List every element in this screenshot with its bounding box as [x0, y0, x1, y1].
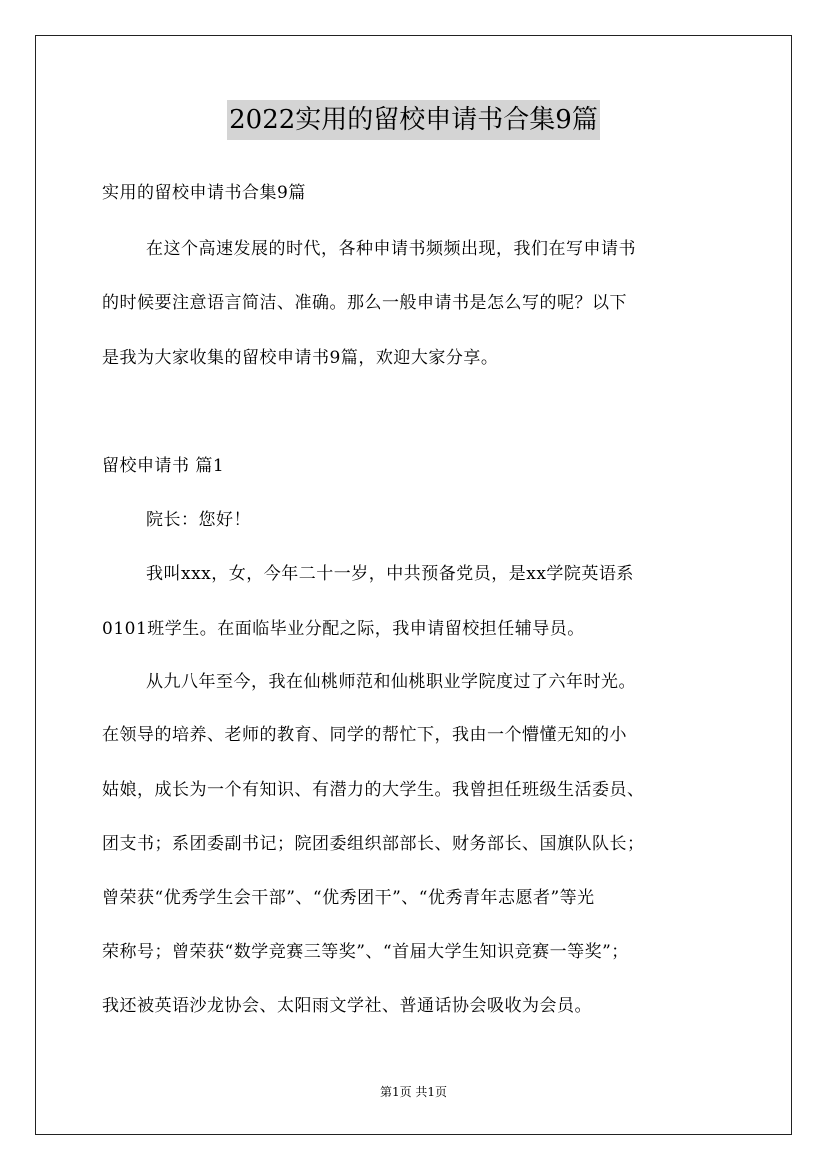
body-line-6: 团支书；系团委副书记；院团委组织部部长、财务部长、国旗队队长； [102, 834, 645, 854]
intro-line-2: 的时候要注意语言简洁、准确。那么一般申请书是怎么写的呢？以下 [102, 293, 627, 313]
page-footer: 第1页 共1页 [379, 1085, 448, 1099]
body-line-9: 我还被英语沙龙协会、太阳雨文学社、普通话协会吸收为会员。 [102, 996, 592, 1016]
body-line-3: 从九八年至今，我在仙桃师范和仙桃职业学院度过了六年时光。 [146, 672, 636, 692]
body-line-5: 姑娘，成长为一个有知识、有潜力的大学生。我曾担任班级生活委员、 [102, 780, 645, 800]
document-title: 2022实用的留校申请书合集9篇 [227, 100, 600, 140]
body-line-8: 荣称号；曾荣获“数学竞赛三等奖”、“首届大学生知识竞赛一等奖”； [102, 942, 629, 962]
title-container [0, 100, 827, 140]
salutation: 院长：您好！ [146, 510, 251, 530]
intro-line-3: 是我为大家收集的留校申请书9篇，欢迎大家分享。 [102, 348, 499, 368]
document-subtitle: 实用的留校申请书合集9篇 [102, 183, 306, 203]
body-line-1: 我叫xxx，女，今年二十一岁，中共预备党员，是xx学院英语系 [146, 564, 634, 584]
body-line-2: 0101班学生。在面临毕业分配之际，我申请留校担任辅导员。 [102, 619, 585, 639]
intro-line-1: 在这个高速发展的时代，各种申请书频频出现，我们在写申请书 [146, 239, 636, 259]
body-line-4: 在领导的培养、老师的教育、同学的帮忙下，我由一个懵懂无知的小 [102, 725, 627, 745]
body-line-7: 曾荣获“优秀学生会干部”、“优秀团干”、“优秀青年志愿者”等光 [102, 888, 595, 908]
section-heading: 留校申请书 篇1 [102, 456, 225, 476]
